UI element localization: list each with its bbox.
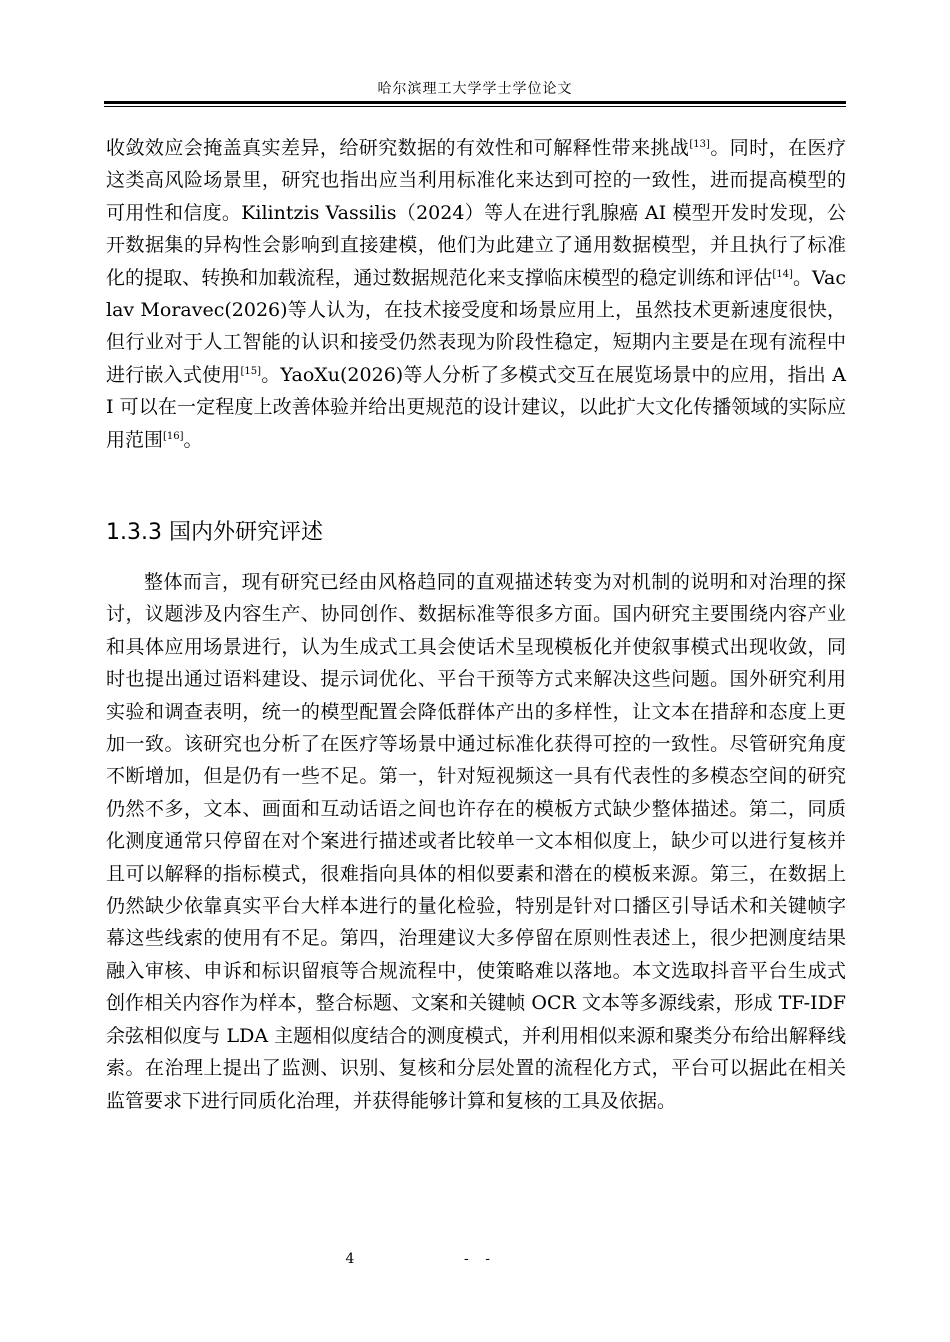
paragraph-text: 。YaoXu(2026)等人分析了多模式交互在展览场景中的应用，指出 AI 可以在一定程度上改善体验并给出更规范的设计建议，以此扩大文化传播领域的实际应用范围 — [106, 363, 846, 451]
paragraph-text: 。 — [183, 428, 203, 451]
paragraph-text: 收敛效应会掩盖真实差异，给研究数据的有效性和可解释性带来挑战 — [106, 137, 690, 159]
page-header-title: 哈尔滨理工大学学士学位论文 — [377, 81, 573, 97]
header-rule-thin — [104, 106, 846, 107]
citation-15: [15] — [240, 365, 261, 377]
paragraph-text: 。Vaclav Moravec(2026)等人认为，在技术接受度和场景应用上，虽然技术更新速度很快，但行业对于人工智能的认识和接受仍然表现为阶段性稳定，短期内主要是在现有流程中进行嵌入式使用 — [106, 266, 846, 386]
citation-13: [13] — [689, 139, 710, 150]
paragraph-text: 。同时，在医疗这类高风险场景里，研究也指出应当利用标准化来达到可控的一致性，进而提高模型的可用性和信度。Kilintzis Vassilis（2024）等人在进行乳腺癌 AI 模型开发时发现，公开数据集的异构性会影响到直接建模，他们为此建立了通用数据模型，并且执行了标准化的提取、转换和加载流程，通过数据规范化来支撑临床模型的稳定训练和评估 — [106, 137, 846, 289]
body-paragraph-2: 整体而言，现有研究已经由风格趋同的直观描述转变为对机制的说明和对治理的探讨，议题涉及内容生产、协同创作、数据标准等很多方面。国内研究主要围绕内容产业和具体应用场景进行，认为生成式工具会使话术呈现模板化并使叙事模式出现收敛，同时也提出通过语料建设、提示词优化、平台干预等方式来解决这些问题。国外研究利用实验和调查表明，统一的模型配置会降低群体产出的多样性，让文本在措辞和态度上更加一致。该研究也分析了在医疗等场景中通过标准化获得可控的一致性。尽管研究角度不断增加，但是仍有一些不足。第一，针对短视频这一具有代表性的多模态空间的研究仍然不多，文本、画面和互动话语之间也许存在的模板方式缺少整体描述。第二，同质化测度通常只停留在对个案进行描述或者比较单一文本相似度上，缺少可以进行复核并且可以解释的指标模式，很难指向具体的相似要素和潜在的模板来源。第三，在数据上仍然缺少依靠真实平台大样本进行的量化检验，特别是针对口播区引导话术和关键帧字幕这些线索的使用有不足。第四，治理建议大多停留在原则性表述上，很少把测度结果融入审核、申诉和标识留痕等合规流程中，使策略难以落地。本文选取抖音平台生成式创作相关内容作为样本，整合标题、文案和关键帧 OCR 文本等多源线索，形成 TF-IDF 余弦相似度与 LDA 主题相似度结合的测度模式，并利用相似来源和聚类分布给出解释线索。在治理上提出了监测、识别、复核和分层处置的流程化方式，平台可以据此在相关监管要求下进行同质化治理，并获得能够计算和复核的工具及依据。 — [106, 571, 846, 1112]
header-rule-thick — [104, 101, 846, 104]
citation-16: [16] — [163, 430, 184, 442]
footer-marks: - - — [464, 1251, 496, 1267]
section-heading: 1.3.3 国内外研究评述 — [106, 520, 323, 545]
page-number: 4 — [345, 1251, 355, 1267]
body-paragraph-1 — [106, 132, 846, 456]
citation-14: [14] — [772, 268, 793, 280]
